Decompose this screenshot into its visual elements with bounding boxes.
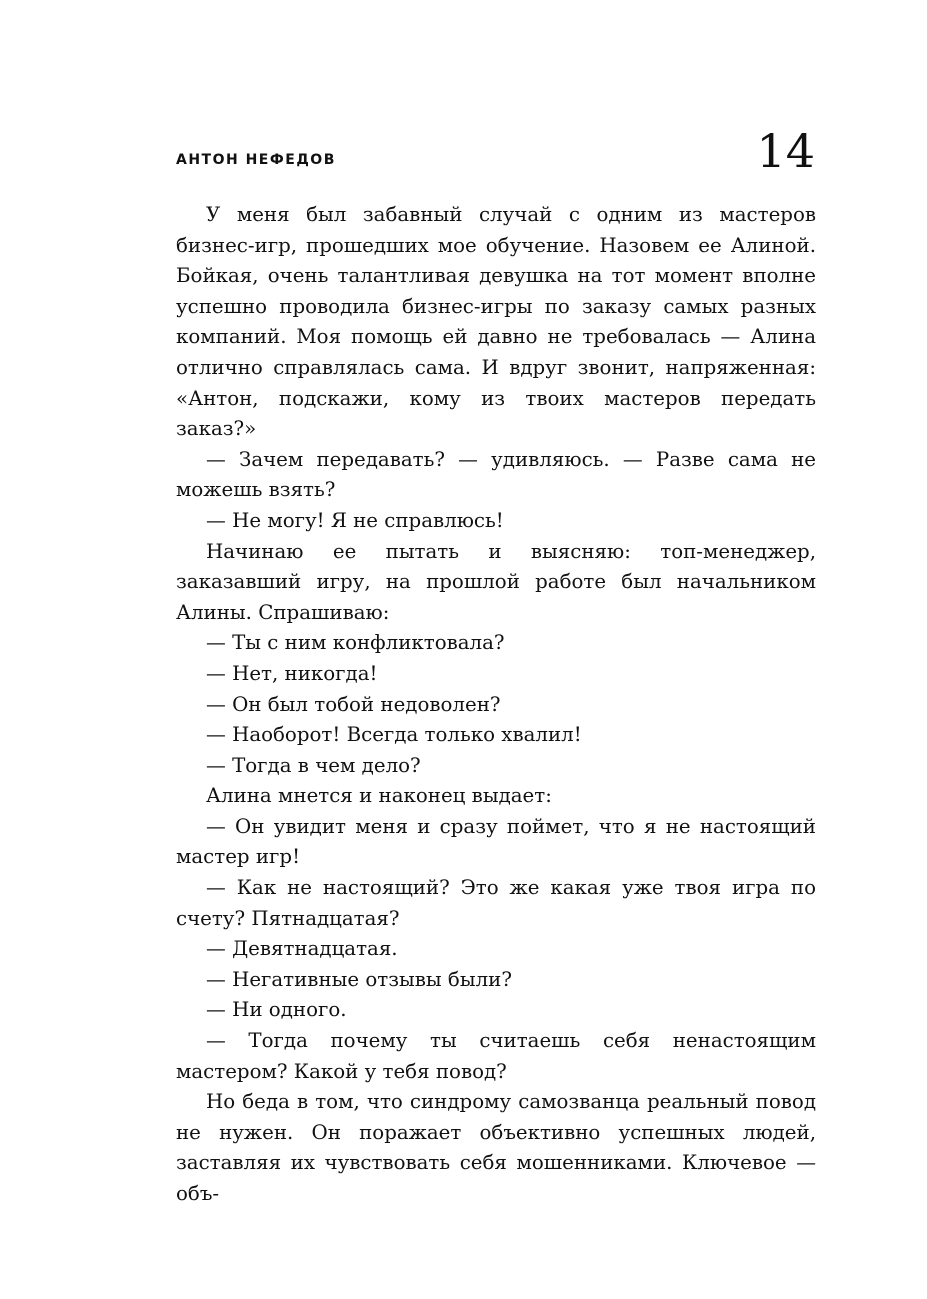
paragraph: Алина мнется и наконец выдает: [206, 784, 552, 808]
paragraph: — Тогда почему ты считаешь себя ненастоящим мастером? Какой у тебя повод? [176, 1029, 816, 1083]
paragraph: Но беда в том, что синдрому самозванца реальный повод не нужен. Он поражает объективно успешных людей, заставляя их чувствовать себя мошенниками. Ключевое — объ- [176, 1090, 816, 1205]
paragraph: — Он увидит меня и сразу поймет, что я не настоящий мастер игр! [176, 814, 816, 869]
running-head-author: АНТОН НЕФЕДОВ [176, 152, 336, 168]
paragraph: — Он был тобой недоволен? [206, 692, 501, 716]
paragraph: — Наоборот! Всегда только хвалил! [206, 723, 582, 747]
paragraph: — Девятнадцатая. [206, 937, 398, 961]
body-text [176, 200, 816, 1210]
paragraph: Начинаю ее пытать и выясняю: топ-менеджер, заказавший игру, на прошлой работе был начальником Алины. Спрашиваю: [176, 539, 816, 624]
paragraph: — Ни одного. [206, 998, 347, 1022]
paragraph: — Зачем передавать? — удивляюсь. — Разве сама не можешь взять? [176, 447, 816, 502]
paragraph: — Не могу! Я не справлюсь! [206, 508, 504, 532]
paragraph: — Тогда в чем дело? [206, 753, 421, 777]
paragraph: — Негативные отзывы были? [206, 967, 512, 991]
paragraph: — Ты с ним конфликтовала? [206, 631, 505, 655]
paragraph: У меня был забавный случай с одним из мастеров бизнес-игр, прошедших мое обучение. Назовем ее Алиной. Бойкая, очень талантливая девушка на тот момент вполне успешно проводила бизнес-игры по заказу самых разных компаний. Моя помощь ей давно не требовалась — Алина отлично справлялась сама. И вдруг звонит, напряженная: «Антон, подскажи, кому из твоих мастеров передать заказ?» [176, 203, 816, 441]
paragraph: — Как не настоящий? Это же какая уже твоя игра по счету? Пятнадцатая? [176, 876, 816, 930]
paragraph: — Нет, никогда! [206, 661, 378, 685]
page-number: 14 [756, 124, 815, 178]
